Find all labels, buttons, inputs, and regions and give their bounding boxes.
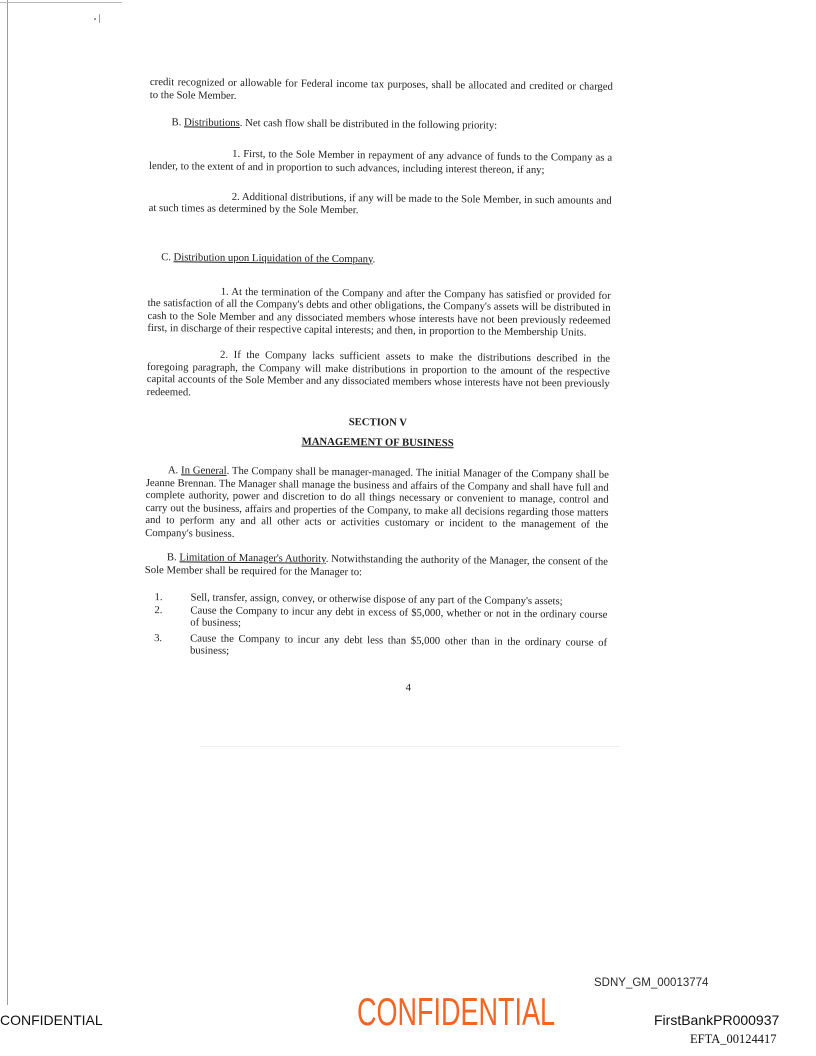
distributions-item — [149, 189, 612, 219]
distributions-item — [149, 147, 612, 177]
section-title: MANAGEMENT OF BUSINESS — [301, 435, 454, 450]
scan-mark-dot — [94, 18, 96, 20]
distributions-text: Net cash flow shall be distributed in the following priority: — [245, 116, 498, 132]
distributions-heading: Distributions — [183, 116, 240, 129]
document-body — [144, 76, 613, 696]
liquidation-item-number: 2. — [220, 348, 229, 361]
confidential-stamp: CONFIDENTIAL — [357, 990, 556, 1034]
scan-edge-line — [7, 0, 8, 1005]
limitation-text: Notwithstanding the authority of the Manager, the consent of the Sole Member shall be required for the Manager to: — [144, 552, 609, 578]
distributions-item-text: Additional distributions, if any will be made to the Sole Member, in such amounts and at such times as determined by the Sole Member. — [148, 190, 612, 217]
liquidation-item-text: At the termination of the Company and after the Company has satisfied or provided for the satisfaction of all the Company's debts and other obligations, the Company's assets will be distributed in cash to the Sole Member and any dissociated members whose interests have not been previously redeemed first, in discharge of their respective capital interests; and then, in proportion to the Membership Units. — [147, 285, 611, 339]
liquidation-heading: Distribution upon Liquidation of the Company — [173, 250, 373, 265]
in-general-label: A. — [167, 464, 179, 477]
limitation-label: B. — [166, 551, 177, 564]
liquidation-heading-suffix: . — [372, 252, 376, 265]
limitation-item-number: 2. — [154, 604, 163, 617]
scan-mark-bar — [99, 14, 100, 23]
in-general-paragraph — [145, 464, 609, 544]
limitation-list-item — [144, 632, 607, 661]
liquidation-item-text: If the Company lacks sufficient assets to make the distributions described in the foregoing paragraph, the Company will make distributions in proportion to the amount of the respective capital accounts of the Sole Member and any dissociated members whose interests have not been previously redeemed. — [146, 348, 611, 398]
liquidation-item — [147, 284, 610, 339]
limitation-list-item — [144, 604, 607, 633]
limitation-paragraph — [145, 551, 608, 581]
limitation-item-text: Cause the Company to incur any debt less than $5,000 other than in the ordinary course of business; — [189, 632, 608, 657]
intro-paragraph: credit recognized or allowable for Federal income tax purposes, shall be allocated and credited or charged to the Sole Member. — [149, 76, 613, 102]
page-number: 4 — [405, 681, 412, 694]
bates-number-efta: EFTA_00124417 — [690, 1032, 777, 1046]
limitation-item-text: Cause the Company to incur any debt in excess of $5,000, whether or not in the ordinary course of business; — [190, 604, 608, 630]
liquidation-item — [147, 348, 610, 403]
limitation-item-text: Sell, transfer, assign, convey, or otherwise dispose of any part of the Company's assets; — [190, 591, 563, 608]
distributions-label: B. — [171, 116, 182, 129]
distributions-item-number: 1. — [232, 147, 241, 160]
distributions-item-text: First, to the Sole Member in repayment of any advance of funds to the Company as a lender, to the extent of and in proportion to such advances, including interest thereon, if any; — [148, 147, 613, 176]
limitation-item-number: 1. — [154, 591, 163, 604]
scan-streak — [200, 746, 620, 747]
in-general-text: The Company shall be manager-managed. The initial Manager of the Company shall be Jeanne Brennan. The Manager shall manage the business and affairs of the Company and shall have full and complete authority, power and discretion to do all things necessary or convenient to manage, control and carry out the business, affairs and properties of the Company, to make all decisions regarding those matters and to perform any and all other acts or activities customary or incident to the management of the Company's business. — [145, 464, 609, 540]
distributions-item-number: 2. — [231, 190, 240, 203]
distributions-paragraph — [149, 116, 612, 133]
distributions-heading-suffix: . — [239, 116, 243, 129]
section-number: SECTION V — [348, 416, 408, 429]
scan-top-edge-line — [0, 2, 122, 3]
bates-number-firstbank: FirstBankPR000937 — [654, 1012, 780, 1028]
liquidation-item-number: 1. — [220, 285, 229, 298]
confidential-label: CONFIDENTIAL — [0, 1012, 103, 1028]
limitation-heading-suffix: . — [325, 552, 329, 565]
in-general-heading: In General — [181, 464, 227, 477]
in-general-heading-suffix: . — [226, 464, 230, 477]
liquidation-heading-paragraph — [148, 250, 611, 267]
liquidation-label: C. — [161, 250, 171, 263]
bates-number-sdny: SDNY_GM_00013774 — [594, 977, 709, 989]
limitation-item-number: 3. — [154, 631, 163, 644]
limitation-heading: Limitation of Manager's Authority — [179, 551, 326, 565]
